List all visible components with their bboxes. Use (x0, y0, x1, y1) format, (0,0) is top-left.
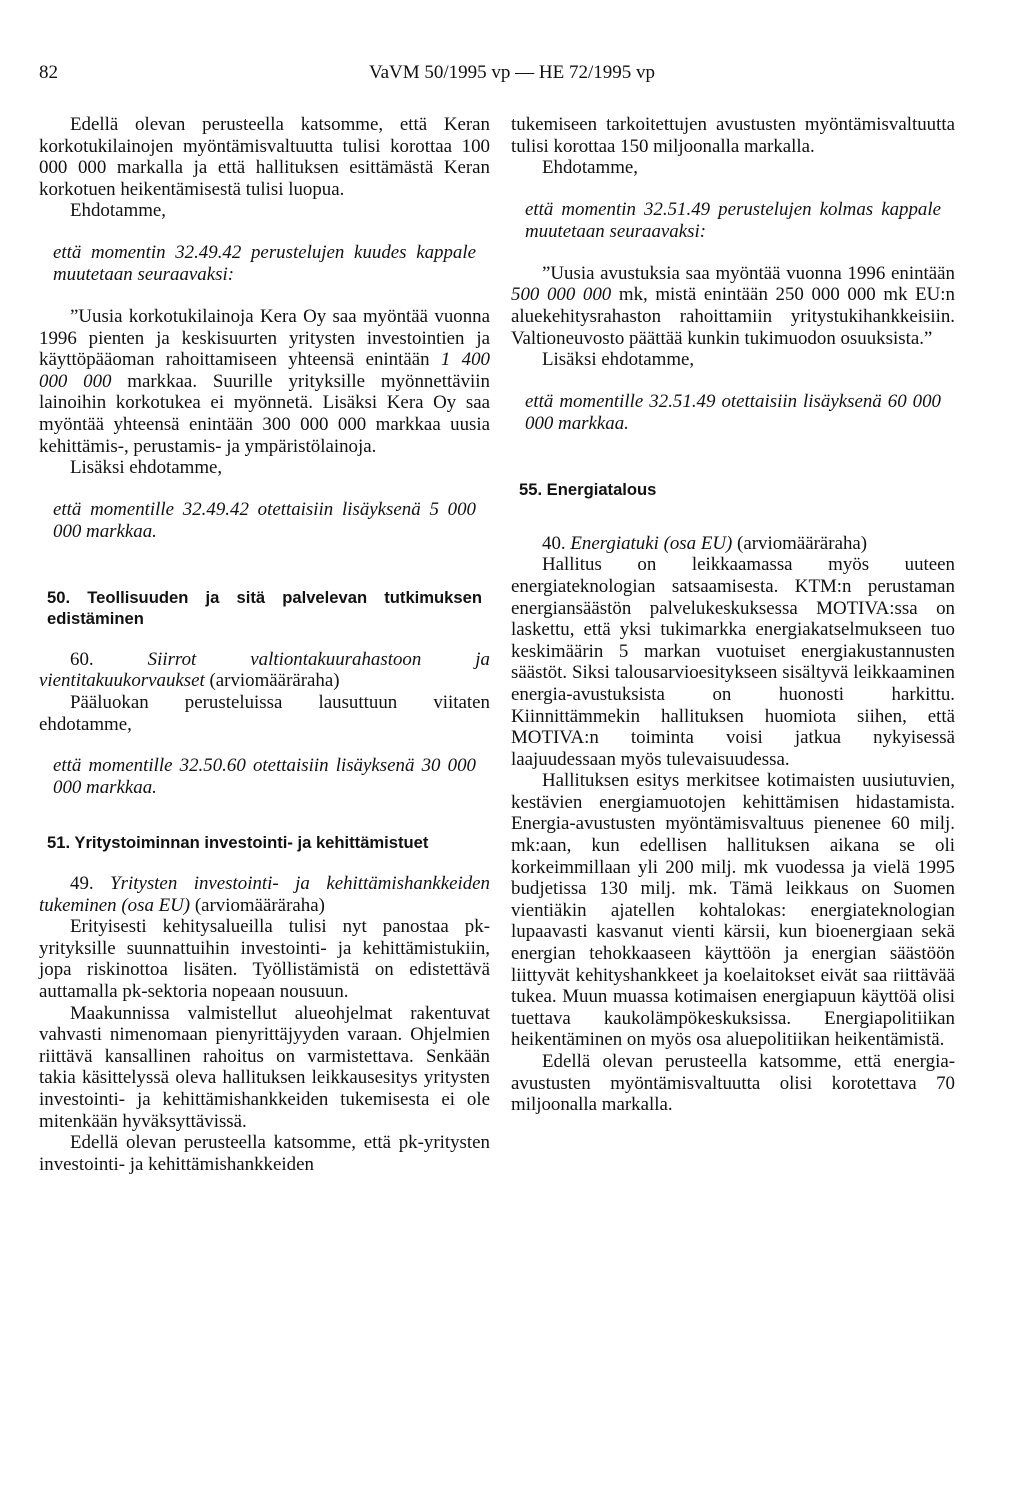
quote-amount: 500 000 000 (511, 284, 612, 306)
item-number: 40. (542, 532, 566, 554)
item-title: Yritysten investointi- ja kehittämishankkeiden tukeminen (osa EU) (39, 873, 490, 916)
body-paragraph: Erityisesti kehitysalueilla tulisi nyt panostaa pk-yrityksille suunnattuihin investointi- ja kehittämistukiin, jopa riskinottoa lisäten. Työllistämistä on edistettävä auttamalla pk-sektoria nopeaan nousuun. (39, 916, 490, 1003)
item-title: Energiatuki (osa EU) (570, 532, 733, 554)
running-head: VaVM 50/1995 vp — HE 72/1995 vp (368, 62, 656, 83)
proposal-statement: että momentin 32.49.42 perustelujen kuudes kappale muutetaan seuraavaksi: (53, 241, 476, 285)
item-number: 60. (70, 648, 94, 670)
proposal-statement: että momentin 32.51.49 perustelujen kolmas kappale muutetaan seuraavaksi: (525, 198, 941, 242)
page-number: 82 (39, 62, 58, 83)
item-type: (arviomääräraha) (737, 532, 868, 554)
right-column (511, 114, 955, 1116)
left-column (39, 114, 490, 1175)
proposal-lead: Ehdotamme, (70, 200, 167, 222)
section-heading: 55. Energiatalous (519, 479, 657, 499)
body-paragraph: Maakunnissa valmistellut alueohjelmat rakentuvat vahvasti nimenomaan pienyrittäjyyden varaan. Ohjelmien riittävä kansallinen rahoitus on varmistettava. Senkään takia käsittelyssä oleva hallituksen leikkausesitys yritysten investointi- ja kehittämishankkeiden tukemisesta ei ole mitenkään hyväksyttävissä. (39, 1002, 490, 1132)
item-type: (arviomääräraha) (194, 894, 325, 916)
quote-text: ”Uusia korkotukilainoja Kera Oy saa myöntää vuonna 1996 pienten ja keskisuurten yritysten investointien ja käyttöpääoman rahoittamiseen yhteensä enintään (39, 305, 490, 371)
item-type: (arviomääräraha) (209, 670, 340, 692)
quote-amount: 1 400 000 000 (39, 349, 490, 392)
body-paragraph: Hallitus on leikkaamassa myös uuteen energiateknologian satsaamisesta. KTM:n perustaman energiansäästön palvelukeskuksessa MOTIVA:ssa on laskettu, että yksi tukimarkka energiakatselmukseen tuo keskimäärin 5 markan vuotuiset energiakustannusten säästöt. Siksi talousarvioesitykseen sisältyvä leikkaaminen energia-avustuksista on huonosti harkittu. Kiinnittämmekin hallituksen huomiota siihen, että MOTIVA:n toiminta voisi jatkua nykyisessä laajuudessaan myös tulevaisuudessa. (511, 554, 955, 770)
body-paragraph: Edellä olevan perusteella katsomme, että pk-yritysten investointi- ja kehittämishankkeiden (39, 1132, 490, 1175)
section-heading: 50. Teollisuuden ja sitä palvelevan tutkimuksen edistäminen (47, 587, 482, 628)
proposal-statement: että momentille 32.49.42 otettaisiin lisäyksenä 5 000 000 markkaa. (53, 498, 476, 542)
item-title: Siirrot valtiontakuurahastoon ja vientitakuukorvaukset (39, 648, 490, 692)
quoted-amendment (39, 306, 490, 457)
proposal-lead: Lisäksi ehdotamme, (70, 457, 223, 479)
item-heading (511, 533, 955, 555)
item-heading (39, 649, 490, 692)
proposal-lead: Lisäksi ehdotamme, (542, 349, 695, 371)
item-number: 49. (70, 873, 94, 895)
item-heading (39, 873, 490, 916)
intro-paragraph: Edellä olevan perusteella katsomme, että Keran korkotukilainojen myöntämisvaltuutta tulisi korottaa 100 000 000 markalla ja että hallituksen esittämästä Keran korkotuen heikentämisestä tulisi luopua. (39, 114, 490, 200)
body-paragraph: Hallituksen esitys merkitsee kotimaisten uusiutuvien, kestävien energiamuotojen kehittämisen hidastamista. Energia-avustusten myöntämisvaltuus pienenee 60 milj. mk:aan, kun edellisen hallituksen aikana se oli korkeimmillaan yli 200 milj. mk vuodessa ja vielä 1995 budjetissa 130 milj. mk. Tämä leikkaus on Suomen vientiäkin ajatellen kohtalokas: energiateknologian lupaavasti kasvanut vienti kärsii, kun bioenergiaan sekä energian tehokkaaseen käyttöön ja energian säästöön liittyvät kehityshankkeet ja koelaitokset eivät saa riittävää tukea. Muun muassa kotimaisen energiapuun käyttöä olisi tuettava kaukolämpökeskuksissa. Energiapolitiikan heikentäminen on myös osa aluepolitiikan heikentämistä. (511, 770, 955, 1051)
quote-text-rest: mk, mistä enintään 250 000 000 mk EU:n aluekehitysrahaston rahoittamiin yritystukihankkeisiin. Valtioneuvosto päättää kunkin tukimuodon osuuksista.” (511, 284, 956, 349)
section-heading: 51. Yritystoiminnan investointi- ja kehittämistuet (47, 833, 429, 853)
quoted-amendment (511, 263, 955, 349)
quote-text-rest: markkaa. Suurille yrityksille myönnettäviin lainoihin korkotukea ei myönnetä. Lisäksi Kera Oy saa myöntää yhteensä enintään 300 000 000 markkaa uusia kehittämis-, perustamis- ja ympäristölainoja. (39, 370, 490, 457)
quote-text: ”Uusia avustuksia saa myöntää vuonna 1996 enintään (542, 262, 955, 284)
body-paragraph: Edellä olevan perusteella katsomme, että energia-avustusten myöntämisvaltuutta olisi korotettava 70 miljoonalla markalla. (511, 1051, 955, 1116)
body-paragraph: Pääluokan perusteluissa lausuttuun viitaten ehdotamme, (39, 691, 490, 735)
proposal-lead: Ehdotamme, (542, 157, 639, 179)
proposal-statement: että momentille 32.50.60 otettaisiin lisäyksenä 30 000 000 markkaa. (53, 755, 476, 799)
proposal-statement: että momentille 32.51.49 otettaisiin lisäyksenä 60 000 000 markkaa. (525, 390, 941, 434)
continued-paragraph: tukemiseen tarkoitettujen avustusten myöntämisvaltuutta tulisi korottaa 150 miljoonalla markalla. (511, 114, 955, 157)
